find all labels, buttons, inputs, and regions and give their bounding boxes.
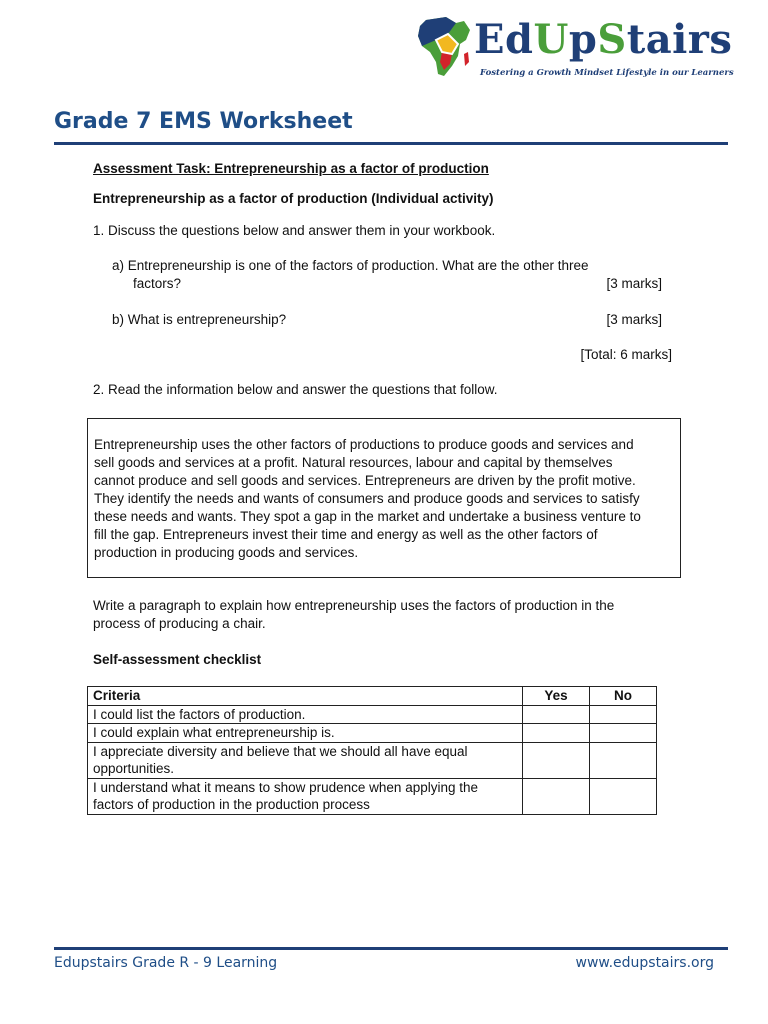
page-title: Grade 7 EMS Worksheet: [54, 109, 353, 134]
edupstairs-logo: [412, 14, 732, 84]
activity-subheading: Entrepreneurship as a factor of production (Individual activity): [93, 191, 494, 206]
yes-cell[interactable]: [523, 778, 590, 814]
yes-cell[interactable]: [523, 705, 590, 724]
table-header-row: [88, 687, 657, 706]
no-cell[interactable]: [590, 742, 657, 778]
question-1a-marks: [3 marks]: [606, 276, 662, 291]
information-box: [87, 418, 681, 578]
criteria-text-continued: opportunities.: [93, 761, 175, 776]
checklist-heading: Self-assessment checklist: [93, 652, 262, 667]
question-1a-line1: a) Entrepreneurship is one of the factors of production. What are the other three: [112, 258, 589, 273]
logo-wordmark: EdUpStairs: [474, 16, 733, 63]
criteria-text: I could explain what entrepreneurship is.: [93, 725, 335, 740]
information-line: cannot produce and sell goods and services. Entrepreneurs are driven by the profit motive.: [94, 473, 636, 488]
logo-tagline: Fostering a Growth Mindset Lifestyle in our Learners: [480, 68, 734, 78]
criteria-cell: [88, 742, 523, 778]
no-header: No: [590, 687, 657, 706]
table-row: [88, 705, 657, 724]
information-line: fill the gap. Entrepreneurs invest their time and energy as well as the other factors of: [94, 527, 598, 542]
write-paragraph-line2: process of producing a chair.: [93, 616, 266, 631]
yes-cell[interactable]: [523, 724, 590, 743]
question-1-instruction: 1. Discuss the questions below and answer them in your workbook.: [93, 223, 496, 238]
table-row: [88, 742, 657, 778]
yes-header: Yes: [523, 687, 590, 706]
assessment-task-heading: Assessment Task: Entrepreneurship as a factor of production: [93, 161, 489, 176]
question-1-total: [Total: 6 marks]: [580, 347, 672, 362]
write-paragraph-line1: Write a paragraph to explain how entrepreneurship uses the factors of production in the: [93, 598, 615, 613]
question-1b-text: b) What is entrepreneurship?: [112, 312, 287, 327]
table-row: [88, 778, 657, 814]
yes-cell[interactable]: [523, 742, 590, 778]
information-line: They identify the needs and wants of consumers and produce goods and services to satisfy: [94, 491, 640, 506]
criteria-text: I could list the factors of production.: [93, 706, 306, 722]
criteria-cell: [88, 778, 523, 814]
question-1b-marks: [3 marks]: [606, 312, 662, 327]
information-line: production in producing goods and services.: [94, 545, 359, 560]
information-text: [94, 436, 674, 562]
information-line: these needs and wants. They spot a gap in the market and undertake a business venture to: [94, 509, 641, 524]
information-line: sell goods and services at a profit. Natural resources, labour and capital by themselves: [94, 455, 613, 470]
table-row: [88, 724, 657, 743]
no-cell[interactable]: [590, 778, 657, 814]
criteria-text: I appreciate diversity and believe that we should all have equal: [93, 743, 468, 759]
information-line: Entrepreneurship uses the other factors of productions to produce goods and services and: [94, 437, 634, 452]
criteria-text: I understand what it means to show prudence when applying the: [93, 779, 478, 795]
footer-divider: [54, 947, 728, 950]
footer-label: Edupstairs Grade R - 9 Learning: [54, 955, 278, 971]
no-cell[interactable]: [590, 705, 657, 724]
criteria-cell: [88, 724, 523, 743]
africa-map-flag-icon: [412, 14, 478, 80]
question-1a-line2: factors?: [133, 276, 182, 291]
criteria-cell: [88, 705, 523, 724]
question-2-instruction: 2. Read the information below and answer the questions that follow.: [93, 382, 498, 397]
criteria-header: Criteria: [88, 687, 523, 706]
criteria-text-continued: factors of production in the production process: [93, 797, 370, 812]
header-divider: [54, 142, 728, 145]
no-cell[interactable]: [590, 724, 657, 743]
self-assessment-table: [87, 686, 657, 815]
footer-website-link[interactable]: www.edupstairs.org: [575, 955, 714, 971]
